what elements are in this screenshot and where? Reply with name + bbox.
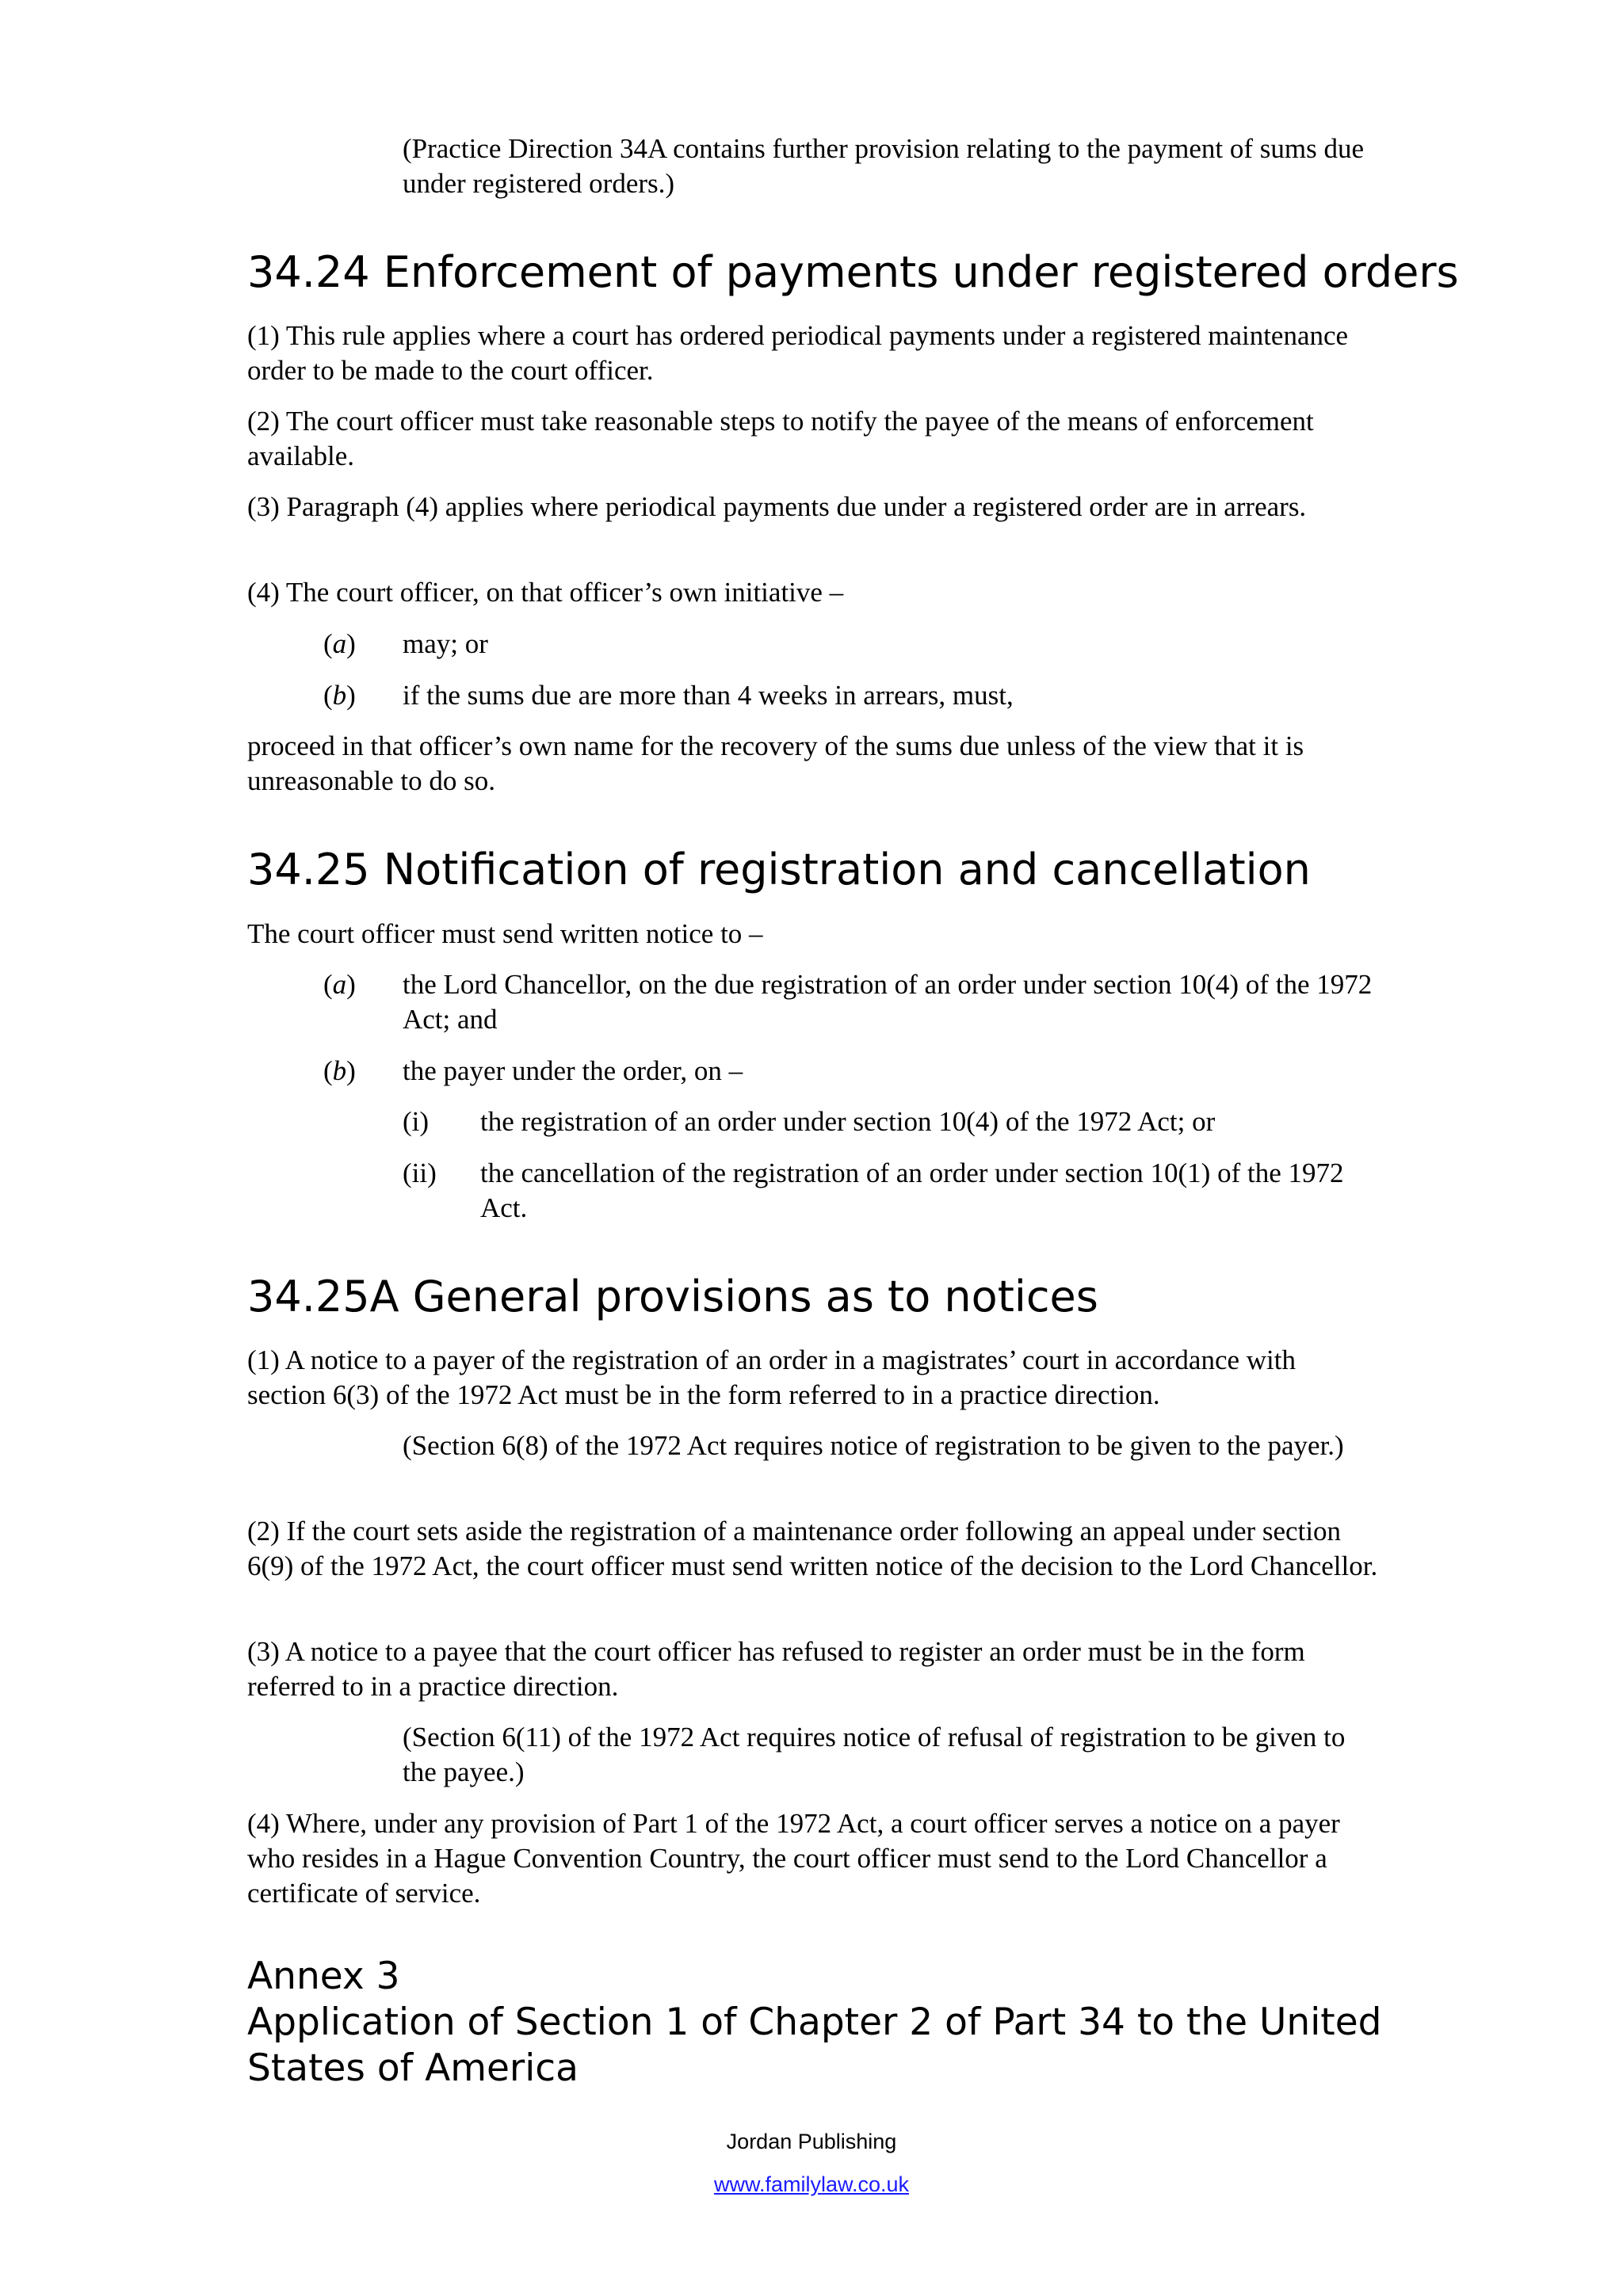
rule-34-25-intro: The court officer must send written notice to – [247,918,763,949]
rule-34-25a-para-1: (1) A notice to a payer of the registration of an order in a magistrates’ court in accordance with section 6(3) of the 1972 Act must be in the form referred to in a practice direction. [247,1344,1296,1410]
rule-34-24-para-1: (1) This rule applies where a court has ordered periodical payments under a registered maintenance order to be made to the court officer. [247,320,1349,386]
rule-34-25a-note-2: (Section 6(11) of the 1972 Act requires notice of refusal of registration to be given to the payee.) [403,1722,1346,1787]
rule-34-24-para-2: (2) The court officer must take reasonable steps to notify the payee of the means of enforcement available. [247,406,1314,471]
list-item-label: (b) [323,680,356,711]
list-item-text: the Lord Chancellor, on the due registration of an order under section 10(4) of the 1972 Act; and [403,969,1373,1035]
heading-34-25: 34.25 Notification of registration and cancellation [247,845,1311,894]
sublist-item-text: the registration of an order under section 10(4) of the 1972 Act; or [480,1106,1216,1137]
list-item-label: (a) [323,969,356,1000]
rule-34-25a-para-4: (4) Where, under any provision of Part 1 of the 1972 Act, a court officer serves a notice on a payer who resides in a Hague Convention Country, the court officer must send to the Lord Chancellor a certificate of service. [247,1808,1340,1909]
footer-website-link[interactable]: www.familylaw.co.uk [713,2172,910,2196]
list-item-label: (a) [323,628,356,659]
annex-number: Annex 3 [247,1955,400,1998]
footer-publisher: Jordan Publishing [726,2130,897,2153]
sublist-item-text: the cancellation of the registration of an order under section 10(1) of the 1972 Act. [480,1158,1344,1223]
heading-34-24: 34.24 Enforcement of payments under registered orders [247,247,1459,297]
list-item-text: may; or [403,628,488,659]
rule-34-25a-para-3: (3) A notice to a payee that the court officer has refused to register an order must be in the form referred to in a practice direction. [247,1636,1305,1702]
list-item-text: the payer under the order, on – [403,1055,743,1086]
annex-title: Application of Section 1 of Chapter 2 of Part 34 to the United States of America [247,2000,1382,2090]
rule-34-24-closing: proceed in that officer’s own name for the recovery of the sums due unless of the view that it is unreasonable to do so. [247,730,1304,796]
rule-34-25a-para-2: (2) If the court sets aside the registration of a maintenance order following an appeal under section 6(9) of the 1972 Act, the court officer must send written notice of the decision to the Lord Chancellor. [247,1516,1378,1581]
rule-34-24-para-3: (3) Paragraph (4) applies where periodical payments due under a registered order are in arrears. [247,491,1307,522]
sublist-item-label: (i) [403,1106,430,1137]
list-item-label: (b) [323,1055,356,1086]
list-item-text: if the sums due are more than 4 weeks in arrears, must, [403,680,1014,711]
intro-practice-note: (Practice Direction 34A contains further provision relating to the payment of sums due under registered orders.) [403,133,1365,199]
rule-34-24-para-4: (4) The court officer, on that officer’s own initiative – [247,577,844,608]
footer-link-row [0,2171,1623,2198]
rule-34-25a-note-1: (Section 6(8) of the 1972 Act requires notice of registration to be given to the payer.) [403,1430,1344,1461]
heading-34-25a: 34.25A General provisions as to notices [247,1272,1098,1322]
sublist-item-label: (ii) [403,1158,437,1188]
